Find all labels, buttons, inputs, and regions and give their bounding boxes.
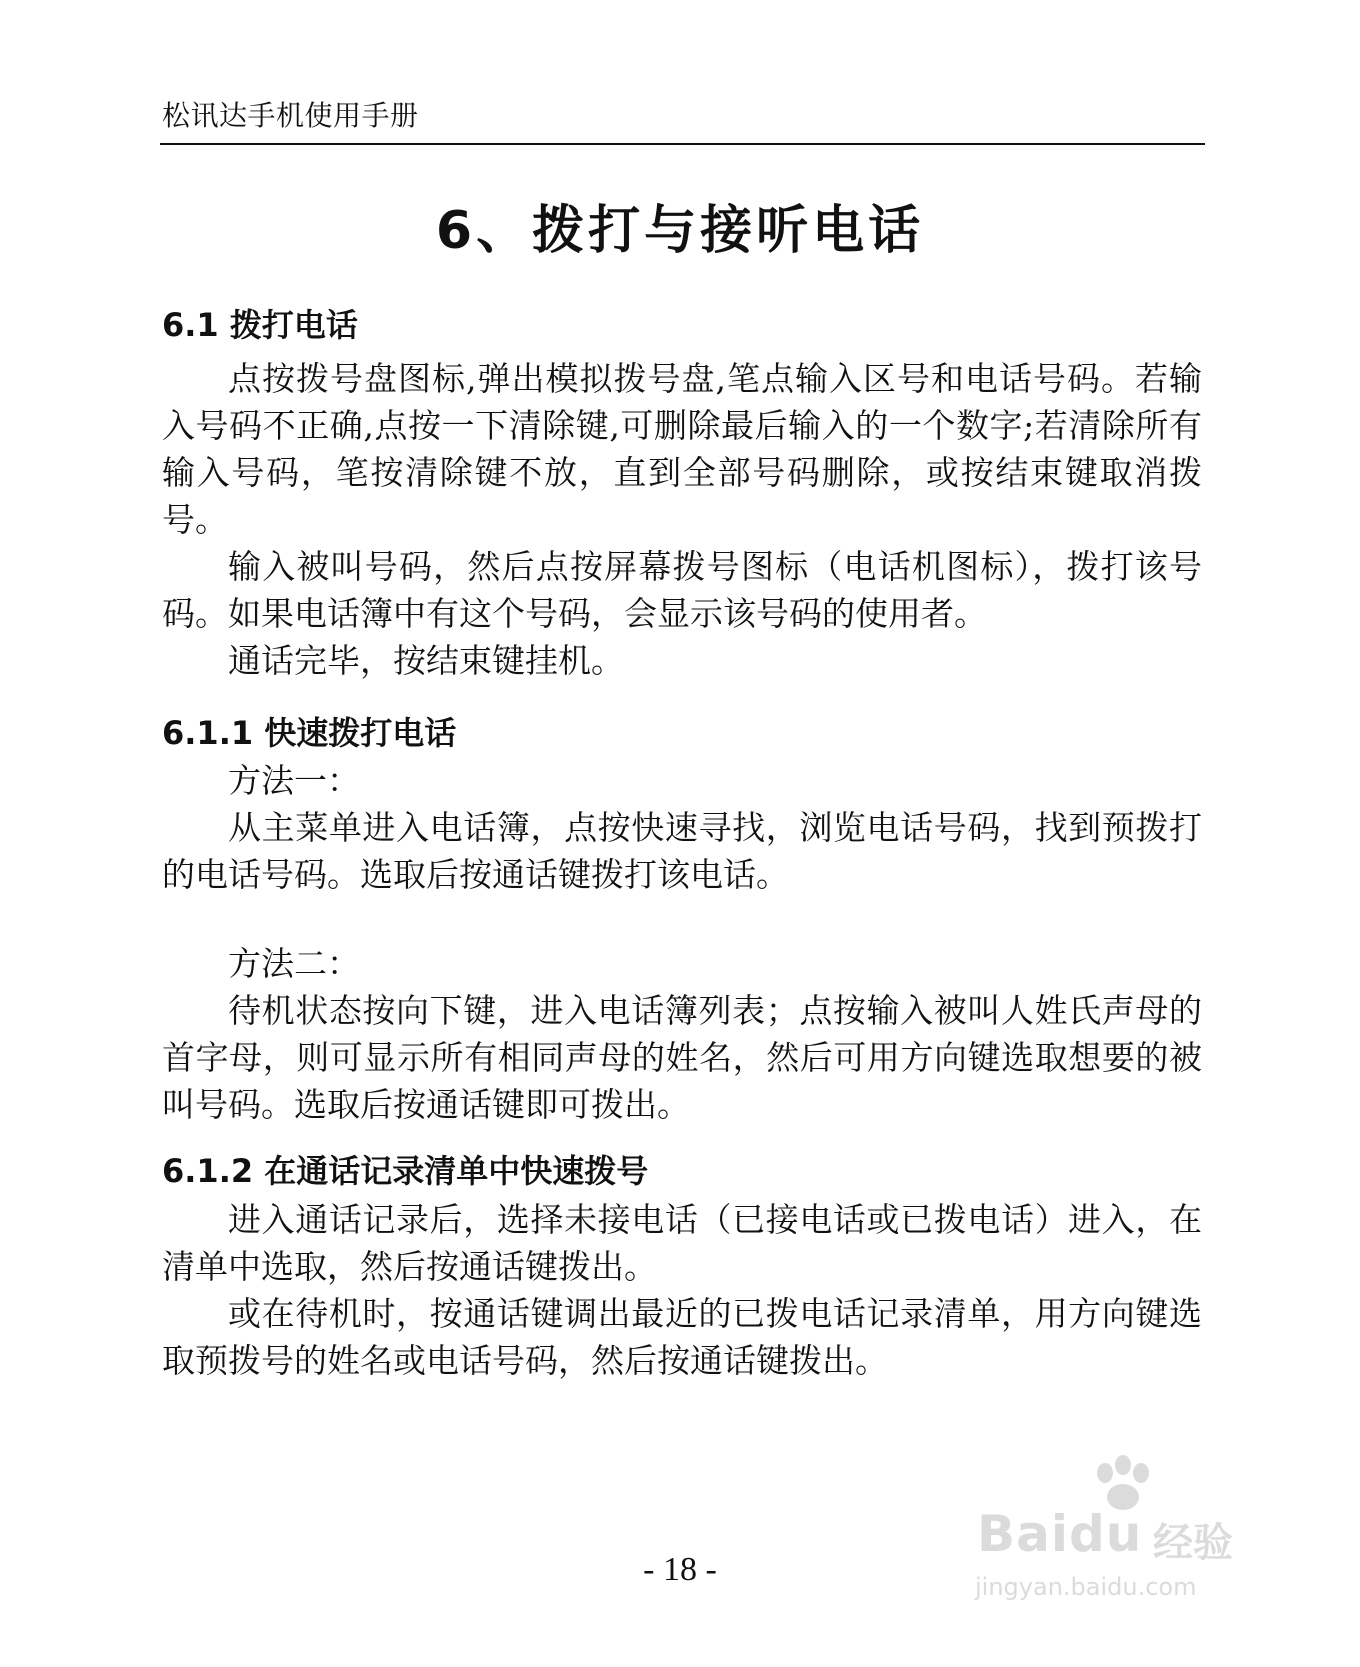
page-number: - 18 - xyxy=(643,1551,717,1588)
method-label: 方法一： xyxy=(228,761,360,800)
baidu-watermark xyxy=(965,1455,1285,1615)
paragraph: 进入通话记录后，选择未接电话（已接电话或已拨电话）进入，在清单中选取，然后按通话键拨出。 xyxy=(162,1200,1202,1286)
header-divider xyxy=(160,143,1205,145)
paragraph: 或在待机时，按通话键调出最近的已拨电话记录清单，用方向键选取预拨号的姓名或电话号码，然后按通话键拨出。 xyxy=(162,1294,1202,1380)
watermark-suffix: 经验 xyxy=(1153,1520,1233,1566)
section-heading-6-1-1: 6.1.1 快速拨打电话 xyxy=(162,714,457,752)
paragraph: 点按拨号盘图标,弹出模拟拨号盘,笔点输入区号和电话号码。若输入号码不正确,点按一下清除键,可删除最后输入的一个数字;若清除所有输入号码，笔按清除键不放，直到全部号码删除，或按结束键取消拨号。 xyxy=(162,359,1202,539)
watermark-brand: Baidu xyxy=(977,1505,1143,1563)
watermark-url: jingyan.baidu.com xyxy=(975,1573,1197,1601)
section-heading-6-1: 6.1 拨打电话 xyxy=(162,306,358,344)
paragraph: 输入被叫号码，然后点按屏幕拨号图标（电话机图标），拨打该号码。如果电话簿中有这个号码，会显示该号码的使用者。 xyxy=(162,547,1202,633)
paragraph: 从主菜单进入电话簿，点按快速寻找，浏览电话号码，找到预拨打的电话号码。选取后按通话键拨打该电话。 xyxy=(162,808,1202,894)
section-body-6-1-1 xyxy=(162,757,1202,1128)
paragraph: 待机状态按向下键，进入电话簿列表；点按输入被叫人姓氏声母的首字母，则可显示所有相同声母的姓名，然后可用方向键选取想要的被叫号码。选取后按通话键即可拨出。 xyxy=(162,991,1202,1124)
method-label: 方法二： xyxy=(228,944,360,983)
section-body-6-1-2 xyxy=(162,1196,1202,1384)
section-body-6-1 xyxy=(162,355,1202,684)
section-heading-6-1-2: 6.1.2 在通话记录清单中快速拨号 xyxy=(162,1152,649,1190)
paragraph: 通话完毕，按结束键挂机。 xyxy=(228,641,624,680)
chapter-title: 6、拨打与接听电话 xyxy=(435,201,925,261)
manual-title: 松讯达手机使用手册 xyxy=(162,99,419,132)
